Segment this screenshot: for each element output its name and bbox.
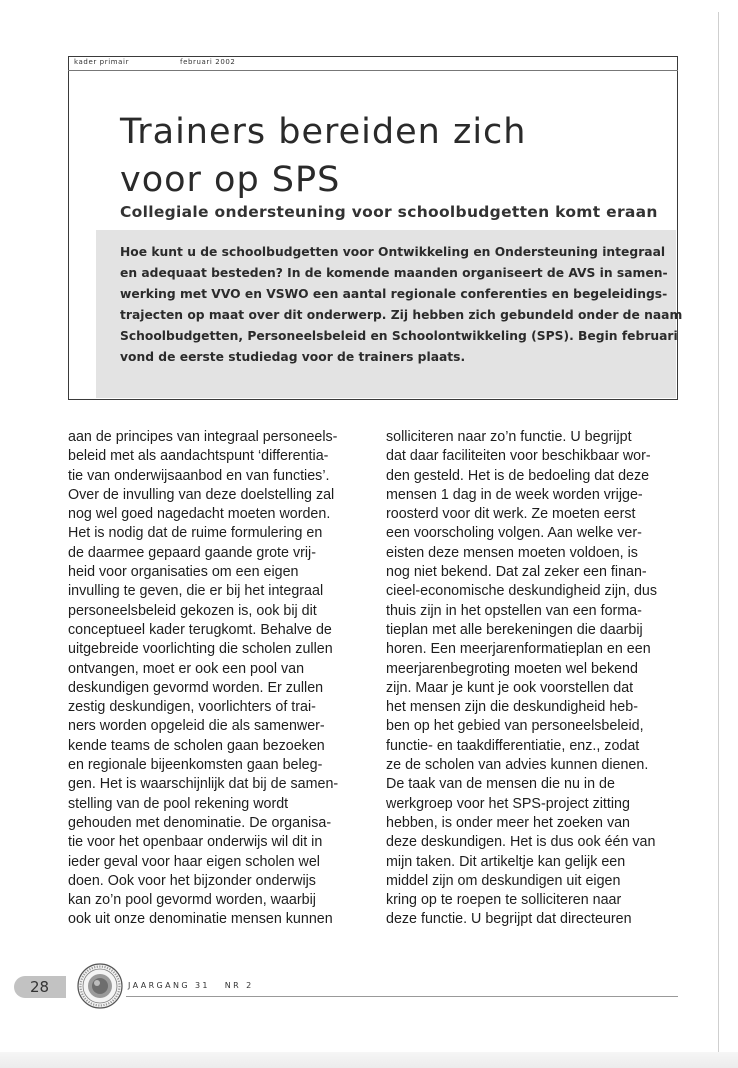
body-line: zestig deskundigen, voorlichters of trai- <box>68 699 316 716</box>
body-line: gehouden met denominatie. De organisa- <box>68 814 332 831</box>
footer-volume: JAARGANG 31 <box>128 981 210 990</box>
body-line: aan de principes van integraal personeels- <box>68 429 338 445</box>
page-bottom-shadow <box>0 1052 738 1068</box>
body-line: middel zijn om deskundigen uit eigen <box>386 872 621 889</box>
intro-line: Schoolbudgetten, Personeelsbeleid en Schoolontwikkeling (SPS). Begin februari <box>120 329 678 343</box>
body-line: conceptueel kader terugkomt. Behalve de <box>68 621 332 638</box>
body-line: dat daar faciliteiten voor beschikbaar wor- <box>386 448 651 465</box>
running-head-section: kader primair <box>74 58 130 66</box>
magazine-seal-icon <box>76 962 124 1010</box>
body-line: roosterd voor dit werk. Ze moeten eerst <box>386 506 636 523</box>
body-line: De taak van de mensen die nu in de <box>386 776 615 793</box>
body-line: doen. Ook voor het bijzonder onderwijs <box>68 872 316 889</box>
page-number: 28 <box>30 978 50 996</box>
running-head-rule <box>68 70 678 71</box>
body-line: ook uit onze denominatie mensen kunnen <box>68 911 333 928</box>
body-line: functie- en taakdifferentiatie, enz., zodat <box>386 737 640 754</box>
body-line: horen. Een meerjarenformatieplan en een <box>386 641 651 658</box>
body-line: zijn. Maar je kunt je ook voorstellen dat <box>386 679 634 696</box>
body-line: hebben, is onder meer het zoeken van <box>386 814 631 831</box>
body-line: werkgroep voor het SPS-project zitting <box>386 795 630 812</box>
body-line: ontvangen, moet er ook een pool van <box>68 660 305 677</box>
intro-line: werking met VVO en VSWO een aantal regionale conferenties en begeleidings- <box>120 287 668 301</box>
body-line: gen. Het is waarschijnlijk dat bij de samen- <box>68 776 339 793</box>
body-line: eisten deze mensen moeten voldoen, is <box>386 544 638 561</box>
body-line: kan zo’n pool gevormd worden, waarbij <box>68 892 316 909</box>
body-line: tie van onderwijsaanbod en van functies’. <box>68 467 330 484</box>
body-line: mijn taken. Dit artikeltje kan gelijk een <box>386 853 626 870</box>
running-head-date: februari 2002 <box>180 58 236 66</box>
body-line: ieder geval voor haar eigen scholen wel <box>68 853 320 870</box>
body-line: mensen 1 dag in de week worden vrijge- <box>386 486 643 503</box>
body-line: het mensen zijn die deskundigheid heb- <box>386 699 638 716</box>
page-edge <box>718 12 719 1052</box>
body-line: personeelsbeleid gekozen is, ook bij dit <box>68 602 317 619</box>
body-line: kende teams de scholen gaan bezoeken <box>68 737 325 754</box>
body-line: uitgebreide voorlichting die scholen zullen <box>68 641 333 658</box>
body-line: Over de invulling van deze doelstelling zal <box>68 486 335 503</box>
body-line: kring op te roepen te solliciteren naar <box>386 892 622 909</box>
body-line: nog wel goed nagedacht moeten worden. <box>68 506 331 523</box>
body-line: tieplan met alle berekeningen die daarbij <box>386 621 643 638</box>
body-line: ners worden opgeleid die als samenwer- <box>68 718 325 735</box>
article-title-line: Trainers bereiden zich <box>120 112 527 152</box>
footer-issue: NR 2 <box>224 981 254 990</box>
body-line: meerjarenbegroting moeten wel bekend <box>386 660 638 677</box>
footer-rule <box>126 996 678 997</box>
body-line: ze de scholen van advies kunnen dienen. <box>386 757 649 774</box>
body-column-left <box>68 428 368 930</box>
body-line: Het is nodig dat de ruime formulering en <box>68 525 323 542</box>
intro-line: en adequaat besteden? In de komende maanden organiseert de AVS in samen- <box>120 266 668 280</box>
body-line: stelling van de pool rekening wordt <box>68 795 289 812</box>
body-line: beleid met als aandachtspunt ‘differentia- <box>68 448 329 465</box>
body-line: de daarmee gepaard gaande grote vrij- <box>68 544 316 561</box>
intro-line: trajecten op maat over dit onderwerp. Zij hebben zich gebundeld onder de naam <box>120 308 683 322</box>
body-line: een voorscholing volgen. Aan welke ver- <box>386 525 642 542</box>
body-line: den gesteld. Het is de bedoeling dat deze <box>386 467 650 484</box>
body-line: cieel-economische deskundigheid zijn, dus <box>386 583 658 600</box>
footer-volume-issue <box>128 981 254 990</box>
article-title <box>120 108 640 204</box>
body-line: nog niet bekend. Dat zal zeker een finan- <box>386 564 647 581</box>
body-line: invulling te geven, die er bij het integraal <box>68 583 324 600</box>
body-line: thuis zijn in het opstellen van een forma- <box>386 602 642 619</box>
body-line: deze deskundigen. Het is dus ook één van <box>386 834 656 851</box>
body-line: solliciteren naar zo’n functie. U begrijpt <box>386 429 632 445</box>
body-line: heid voor organisaties om een eigen <box>68 564 299 581</box>
intro-line: Hoe kunt u de schoolbudgetten voor Ontwikkeling en Ondersteuning integraal <box>120 245 666 259</box>
body-line: deze functie. U begrijpt dat directeuren <box>386 911 632 928</box>
article-intro <box>120 242 683 368</box>
body-line: ben op het gebied van personeelsbeleid, <box>386 718 644 735</box>
body-line: tie voor het openbaar onderwijs wil dit in <box>68 834 323 851</box>
article-title-line: voor op SPS <box>120 160 341 200</box>
article-subtitle: Collegiale ondersteuning voor schoolbudgetten komt eraan <box>120 203 658 221</box>
body-line: deskundigen gevormd worden. Er zullen <box>68 679 324 696</box>
intro-line: vond de eerste studiedag voor de trainers plaats. <box>120 350 466 364</box>
body-column-right <box>386 428 686 930</box>
body-line: en regionale bijeenkomsten gaan beleg- <box>68 757 323 774</box>
